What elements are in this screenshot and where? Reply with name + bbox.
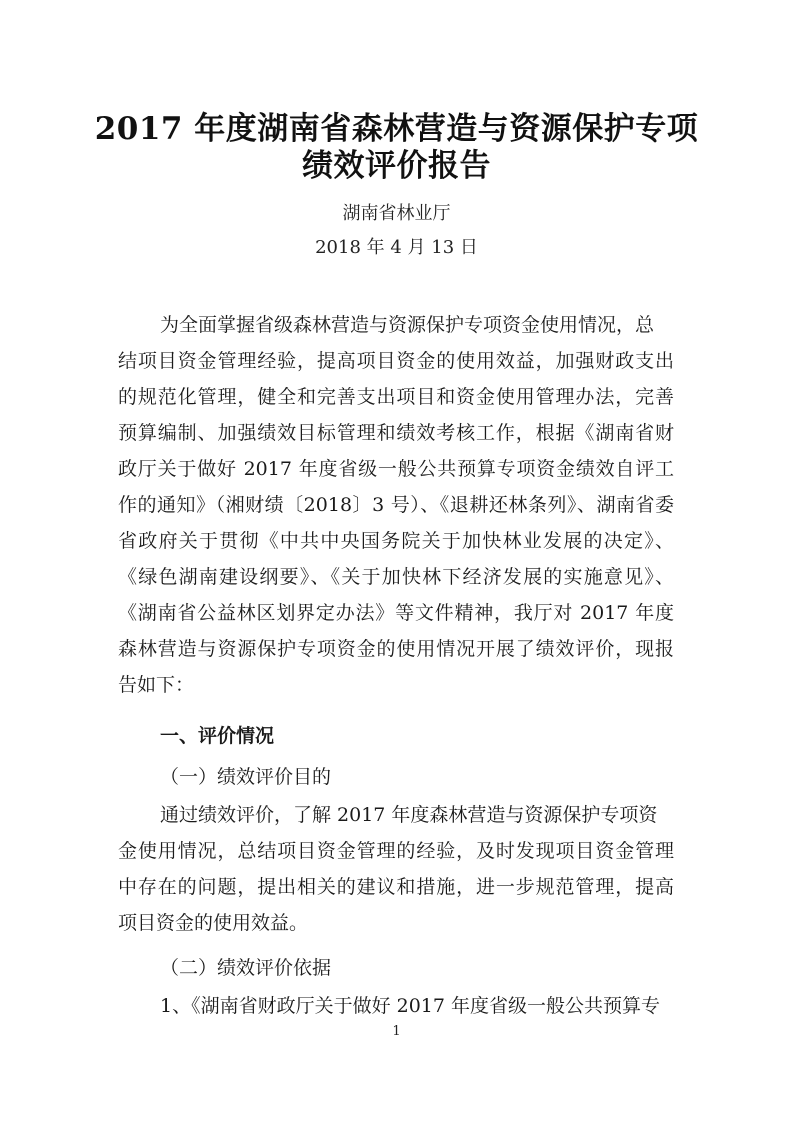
body-line: 项目资金的使用效益。 — [118, 912, 309, 934]
intro-line: 为全面掌握省级森林营造与资源保护专项资金使用情况，总 — [160, 314, 655, 336]
body-line: 金使用情况，总结项目资金管理的经验，及时发现项目资金管理 — [118, 840, 674, 862]
document-date: 2018 年 4 月 13 日 — [315, 237, 478, 258]
body-line: 中存在的问题，提出相关的建议和措施，进一步规范管理，提高 — [118, 876, 674, 898]
subsection-heading: （二）绩效评价依据 — [160, 957, 332, 979]
subsection-heading: （一）绩效评价目的 — [160, 766, 332, 788]
intro-line: 省政府关于贯彻《中共中央国务院关于加快林业发展的决定》、 — [118, 530, 674, 552]
intro-line: 作的通知》（湘财绩〔2018〕3 号）、《退耕还林条列》、湖南省委 — [118, 494, 674, 516]
section-heading: 一、评价情况 — [160, 725, 275, 747]
intro-line: 的规范化管理，健全和完善支出项目和资金使用管理办法，完善 — [118, 386, 674, 408]
intro-line: 结项目资金管理经验，提高项目资金的使用效益，加强财政支出 — [118, 350, 674, 372]
body-line: 通过绩效评价，了解 2017 年度森林营造与资源保护专项资 — [160, 804, 658, 826]
intro-line: 《湖南省公益林区划界定办法》等文件精神，我厅对 2017 年度 — [118, 602, 674, 624]
list-item: 1、《湖南省财政厅关于做好 2017 年度省级一般公共预算专 — [160, 995, 661, 1017]
intro-line: 森林营造与资源保护专项资金的使用情况开展了绩效评价，现报 — [118, 638, 674, 660]
document-title-line2: 绩效评价报告 — [302, 148, 491, 184]
intro-line: 政厅关于做好 2017 年度省级一般公共预算专项资金绩效自评工 — [118, 458, 674, 480]
intro-line: 预算编制、加强绩效目标管理和绩效考核工作，根据《湖南省财 — [118, 422, 674, 444]
document-author: 湖南省林业厅 — [342, 203, 451, 224]
intro-line: 告如下： — [118, 674, 195, 696]
document-title-line1: 2017 年度湖南省森林营造与资源保护专项 — [94, 111, 699, 147]
page-number: 1 — [392, 1024, 401, 1039]
intro-line: 《绿色湖南建设纲要》、《关于加快林下经济发展的实施意见》、 — [118, 566, 674, 588]
